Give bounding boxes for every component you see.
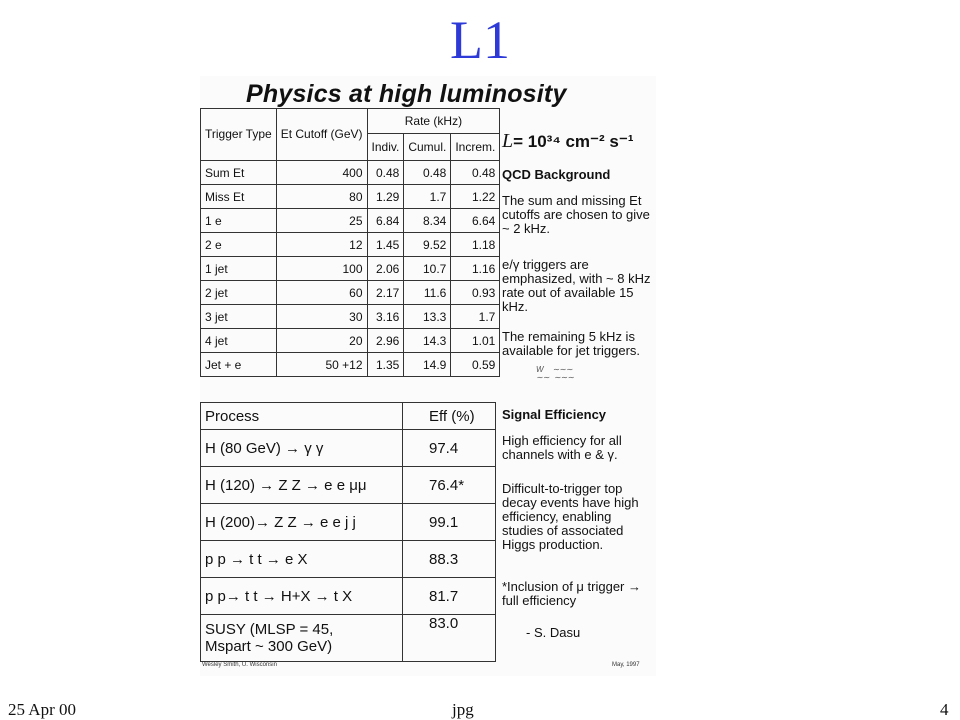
cell-cumul: 13.3 <box>404 305 451 329</box>
cell-increm: 1.01 <box>451 329 500 353</box>
col-eff: Eff (%) <box>403 403 496 430</box>
cell-indiv: 3.16 <box>367 305 404 329</box>
qcd-note-1: The sum and missing Et cutoffs are chosen to give ~ 2 kHz. <box>502 193 650 236</box>
table-row <box>201 353 500 377</box>
cell-indiv: 0.48 <box>367 161 404 185</box>
slide-footer-center: jpg <box>452 700 474 719</box>
qcd-note-2: e/γ triggers are emphasized, with ~ 8 kHz rate out of available 15 kHz. <box>502 257 651 314</box>
signal-heading: Signal Efficiency <box>502 407 607 422</box>
cell-indiv: 2.96 <box>367 329 404 353</box>
cell-increm: 1.22 <box>451 185 500 209</box>
slide-page-number: 4 <box>940 700 949 719</box>
cell-indiv: 2.17 <box>367 281 404 305</box>
cell-cumul: 11.6 <box>404 281 451 305</box>
cell-cutoff: 30 <box>276 305 367 329</box>
process-label-line2: Mspart ~ 300 GeV) <box>205 638 333 655</box>
table-row <box>201 430 496 467</box>
qcd-heading: QCD Background <box>502 167 611 182</box>
cell-type: 1 jet <box>201 257 277 281</box>
handwritten-scribble: W ∼∼∼ ∼∼ ∼∼∼ <box>536 365 574 382</box>
cell-increm: 1.18 <box>451 233 500 257</box>
process-label: H (80 GeV) → γ γ <box>205 439 324 457</box>
table-row <box>201 233 500 257</box>
col-increm: Increm. <box>451 134 500 161</box>
cell-cumul: 9.52 <box>404 233 451 257</box>
scan-footer-right: May, 1997 <box>612 662 640 668</box>
cell-indiv: 1.35 <box>367 353 404 377</box>
cell-cutoff: 60 <box>276 281 367 305</box>
cell-type: 4 jet <box>201 329 277 353</box>
cell-process <box>201 615 403 662</box>
process-label: p p→ t t → H+X → t X <box>205 587 353 605</box>
cell-increm: 6.64 <box>451 209 500 233</box>
table-row <box>201 281 500 305</box>
table-row <box>201 467 496 504</box>
cell-cutoff: 50 +12 <box>276 353 367 377</box>
slide-footer-date: 25 Apr 00 <box>8 700 76 719</box>
cell-type: Miss Et <box>201 185 277 209</box>
table-row <box>201 209 500 233</box>
slide-title: L1 <box>450 10 510 70</box>
process-label: H (200)→ Z Z → e e j j <box>205 513 356 531</box>
signal-note-2: Difficult-to-trigger top decay events have high efficiency, enabling studies of associated Higgs production. <box>502 481 639 552</box>
cell-increm: 1.16 <box>451 257 500 281</box>
cell-type: 2 jet <box>201 281 277 305</box>
col-indiv: Indiv. <box>367 134 404 161</box>
table-row <box>201 578 496 615</box>
luminosity-label: L= 10³⁴ cm⁻² s⁻¹ <box>502 130 634 152</box>
cell-eff: 88.3 <box>403 541 496 578</box>
cell-cumul: 8.34 <box>404 209 451 233</box>
col-et-cutoff: Et Cutoff (GeV) <box>276 109 367 161</box>
process-label: SUSY (MLSP = 45, <box>205 621 334 638</box>
cell-cutoff: 100 <box>276 257 367 281</box>
cell-type: 3 jet <box>201 305 277 329</box>
cell-indiv: 6.84 <box>367 209 404 233</box>
table-row <box>201 185 500 209</box>
cell-type: 2 e <box>201 233 277 257</box>
scanned-transparency <box>200 76 656 676</box>
cell-indiv: 1.29 <box>367 185 404 209</box>
cell-cutoff: 400 <box>276 161 367 185</box>
table-row <box>201 257 500 281</box>
cell-process <box>201 467 403 504</box>
cell-increm: 0.93 <box>451 281 500 305</box>
cell-eff: 81.7 <box>403 578 496 615</box>
cell-process <box>201 578 403 615</box>
cell-process <box>201 504 403 541</box>
col-trigger-type: Trigger Type <box>201 109 277 161</box>
cell-increm: 1.7 <box>451 305 500 329</box>
qcd-note-3: The remaining 5 kHz is available for jet triggers. <box>502 329 641 358</box>
cell-cutoff: 80 <box>276 185 367 209</box>
table-row <box>201 329 500 353</box>
scan-title: Physics at high luminosity <box>246 80 567 108</box>
cell-cumul: 14.9 <box>404 353 451 377</box>
col-rate: Rate (kHz) <box>367 109 500 134</box>
cell-indiv: 2.06 <box>367 257 404 281</box>
cell-cumul: 1.7 <box>404 185 451 209</box>
cell-eff: 99.1 <box>403 504 496 541</box>
cell-eff: 76.4* <box>403 467 496 504</box>
table-row <box>201 541 496 578</box>
col-process: Process <box>201 403 403 430</box>
table-row <box>201 305 500 329</box>
table-row <box>201 615 496 662</box>
cell-type: Sum Et <box>201 161 277 185</box>
author: - S. Dasu <box>526 625 581 640</box>
footnote: *Inclusion of μ trigger → full efficiency <box>502 579 641 608</box>
cell-cutoff: 25 <box>276 209 367 233</box>
col-cumul: Cumul. <box>404 134 451 161</box>
process-label: p p → t t → e X <box>205 550 308 568</box>
cell-increm: 0.48 <box>451 161 500 185</box>
scan-footer-left: Wesley Smith, U. Wisconsin <box>202 662 277 668</box>
signal-note-1: High efficiency for all channels with e & γ. <box>502 433 622 462</box>
signal-efficiency-table <box>200 402 496 662</box>
cell-process <box>201 541 403 578</box>
cell-type: 1 e <box>201 209 277 233</box>
trigger-rate-table <box>200 108 500 377</box>
cell-process <box>201 430 403 467</box>
table-row <box>201 161 500 185</box>
cell-indiv: 1.45 <box>367 233 404 257</box>
cell-cutoff: 12 <box>276 233 367 257</box>
cell-cumul: 10.7 <box>404 257 451 281</box>
cell-cumul: 0.48 <box>404 161 451 185</box>
table-row <box>201 504 496 541</box>
process-label: H (120) → Z Z → e e μμ <box>205 476 367 494</box>
cell-increm: 0.59 <box>451 353 500 377</box>
cell-cumul: 14.3 <box>404 329 451 353</box>
cell-eff: 97.4 <box>403 430 496 467</box>
cell-eff: 83.0 <box>403 615 496 662</box>
cell-cutoff: 20 <box>276 329 367 353</box>
cell-type: Jet + e <box>201 353 277 377</box>
